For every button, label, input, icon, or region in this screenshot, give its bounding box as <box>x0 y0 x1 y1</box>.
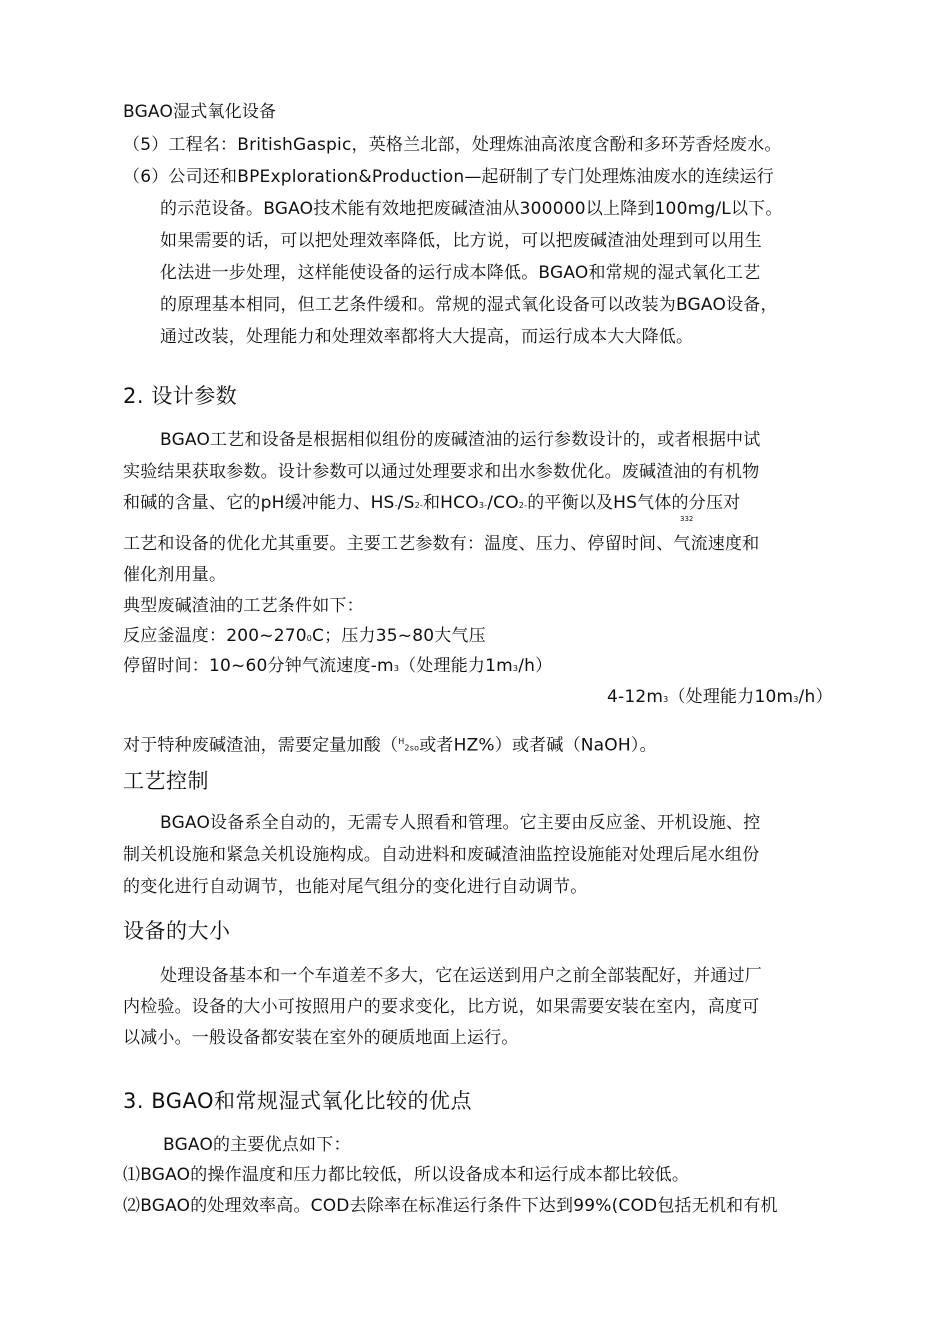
text-segment: /CO <box>487 493 519 513</box>
subscript: 3 <box>393 664 400 673</box>
section-heading: 设备的大小 <box>123 919 231 943</box>
text-line-with-formula <box>123 731 657 760</box>
subscript: 2- <box>414 501 423 510</box>
text-line: BGAO工艺和设备是根据相似组份的废碱渣油的运行参数设计的，或者根据中试 <box>160 430 761 450</box>
section-heading: 2. 设计参数 <box>123 384 238 408</box>
text-segment: /S <box>397 493 415 513</box>
text-segment: /h） <box>798 687 833 707</box>
text-segment: 4-12m <box>607 687 664 707</box>
text-line: 如果需要的话，可以把处理效率降低，比方说，可以把废碱渣油处理到可以用生 <box>160 231 762 251</box>
text-segment: 对于特种废碱渣油，需要定量加酸（ <box>123 735 399 756</box>
text-line: 内检验。设备的大小可按照用户的要求变化，比方说，如果需要安装在室内，高度可 <box>123 997 760 1017</box>
text-line: 实验结果获取参数。设计参数可以通过处理要求和出水参数优化。废碱渣油的有机物 <box>123 462 760 482</box>
text-line: （5）工程名：BritishGaspic，英格兰北部，处理炼油高浓度含酚和多环芳香烃废水。 <box>123 135 782 155</box>
text-segment: /h） <box>518 656 553 676</box>
subscript: 0 <box>306 634 313 643</box>
text-line: ⑴BGAO的操作温度和压力都比较低，所以设备成本和运行成本都比较低。 <box>123 1165 690 1185</box>
text-segment: 停留时间：10~60分钟气流速度-m <box>123 656 394 676</box>
subscript: 2 <box>404 743 410 753</box>
text-segment: C；压力35~80大气压 <box>312 626 486 646</box>
text-segment: 反应釜温度：200~270 <box>123 626 307 646</box>
small-annotation: 332 <box>680 515 694 523</box>
text-segment: （处理能力1m <box>399 656 513 676</box>
subscript: 3 <box>512 664 519 673</box>
text-line-with-formula <box>123 655 552 680</box>
text-segment: 的平衡以及HS气体的分压对 <box>527 493 741 513</box>
text-line: BGAO湿式氧化设备 <box>123 102 277 122</box>
text-line-with-formula <box>123 625 486 650</box>
subscript: so <box>409 743 420 753</box>
text-line: 制关机设施和紧急关机设施构成。自动进料和废碱渣油监控设施能对处理后尾水组份 <box>123 845 760 865</box>
text-line: 典型废碱渣油的工艺条件如下： <box>123 596 364 616</box>
text-segment: 或者HZ%）或者碱（NaOH）。 <box>419 735 657 756</box>
text-line: （6）公司还和BPExploration&Production—起研制了专门处理炼油废水的连续运行 <box>123 167 774 187</box>
text-line-with-formula <box>123 492 740 517</box>
subscript: 3 <box>793 695 799 704</box>
subscript: - <box>394 501 398 510</box>
subscript: 3- <box>478 501 488 510</box>
text-line: 通过改装，处理能力和处理效率都将大大提高，而运行成本大大降低。 <box>160 327 694 347</box>
superscript: H <box>398 737 405 746</box>
text-line: BGAO设备系全自动的，无需专人照看和管理。它主要由反应釜、开机设施、控 <box>160 813 761 833</box>
text-line: 的变化进行自动调节，也能对尾气组分的变化进行自动调节。 <box>123 877 588 897</box>
text-line: 的原理基本相同，但工艺条件缓和。常规的湿式氧化设备可以改装为BGAO设备， <box>160 295 778 315</box>
text-line: 催化剂用量。 <box>123 565 227 585</box>
text-line: ⑵BGAO的处理效率高。COD去除率在标准运行条件下达到99%(COD包括无机和有机 <box>123 1196 778 1216</box>
subscript: 2- <box>518 501 528 510</box>
text-line-with-formula <box>607 686 833 711</box>
subscript: 3 <box>663 695 669 704</box>
text-line: 以减小。一般设备都安装在室外的硬质地面上运行。 <box>123 1028 519 1048</box>
text-line: 工艺和设备的优化尤其重要。主要工艺参数有：温度、压力、停留时间、气流速度和 <box>123 534 760 554</box>
text-segment: 和碱的含量、它的pH缓冲能力、HS <box>123 493 395 513</box>
text-line: 处理设备基本和一个车道差不多大，它在运送到用户之前全部装配好，并通过厂 <box>160 966 762 986</box>
text-line: 化法进一步处理，这样能使设备的运行成本降低。BGAO和常规的湿式氧化工艺 <box>160 263 761 283</box>
section-heading: 工艺控制 <box>123 769 209 793</box>
text-segment: 和HCO <box>422 493 479 513</box>
section-heading: 3. BGAO和常规湿式氧化比较的优点 <box>123 1089 473 1113</box>
text-segment: （处理能力10m <box>668 687 794 707</box>
text-line: 的示范设备。BGAO技术能有效地把废碱渣油从300000以上降到100mg/L以下。 <box>160 199 783 219</box>
text-line: BGAO的主要优点如下： <box>163 1135 351 1155</box>
